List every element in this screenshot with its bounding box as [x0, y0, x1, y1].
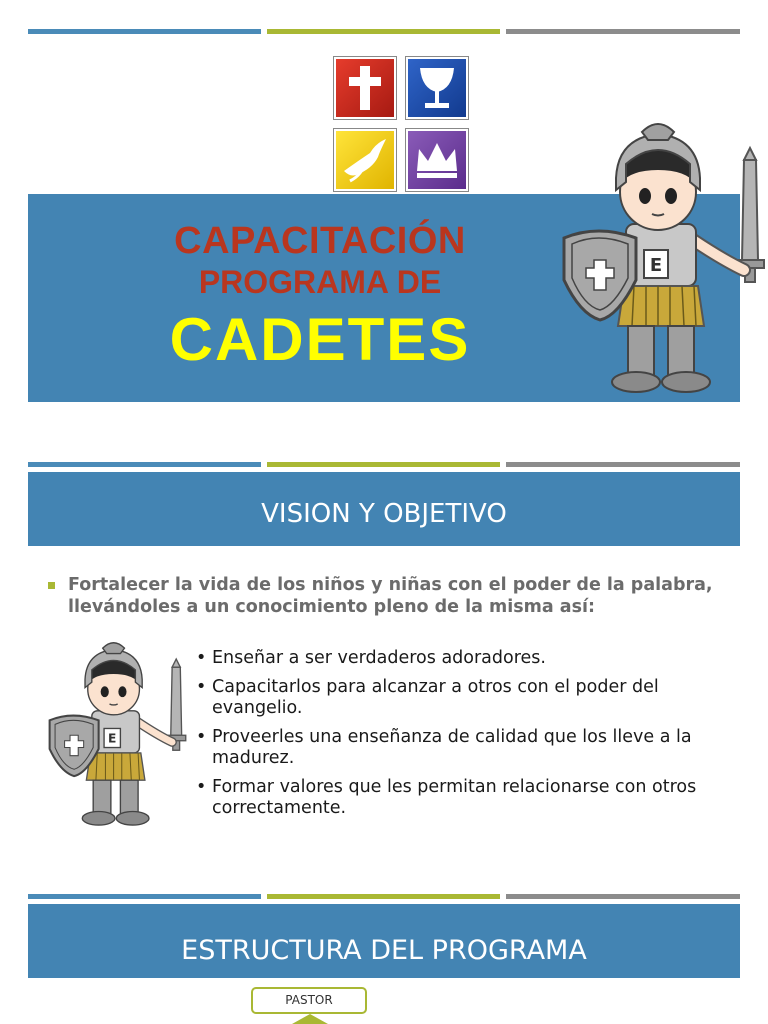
accent-stripe-gray — [506, 894, 740, 899]
section-title-structure: ESTRUCTURA DEL PROGRAMA — [181, 935, 587, 966]
square-bullet-icon — [48, 582, 55, 589]
accent-stripe-blue — [28, 29, 261, 34]
accent-stripe-green — [267, 894, 500, 899]
bullet-dot-icon: • — [196, 677, 207, 697]
list-item-text: Enseñar a ser verdaderos adoradores. — [212, 648, 546, 668]
church-logo — [334, 57, 470, 193]
cadet-soldier-illustration — [44, 640, 190, 836]
list-item-text: Proveerles una enseñanza de calidad que los lleve a la madurez. — [212, 727, 692, 768]
accent-stripe-green — [267, 29, 500, 34]
accent-stripe-blue — [28, 894, 261, 899]
bullet-dot-icon: • — [196, 648, 207, 668]
title-block — [110, 218, 530, 380]
accent-stripe-gray — [506, 29, 740, 34]
objectives-list — [196, 648, 736, 827]
title-line-2: PROGRAMA DE — [198, 264, 442, 300]
accent-stripe-green — [267, 462, 500, 467]
list-item-text: Formar valores que les permitan relacionarse con otros correctamente. — [212, 777, 697, 818]
section-title-vision: VISION Y OBJETIVO — [261, 499, 507, 529]
org-node-pastor: PASTOR — [251, 987, 367, 1014]
list-item — [196, 777, 736, 819]
list-item-text: Capacitarlos para alcanzar a otros con el poder del evangelio. — [212, 677, 659, 718]
lead-text: Fortalecer la vida de los niños y niñas con el poder de la palabra, llevándoles a un conocimiento pleno de la misma así: — [68, 575, 713, 617]
crown-icon — [406, 129, 468, 191]
title-line-3: CADETES — [169, 306, 471, 373]
bullet-dot-icon: • — [196, 777, 207, 797]
svg-text:E: E — [108, 731, 117, 746]
lead-paragraph — [48, 574, 748, 618]
bullet-dot-icon: • — [196, 727, 207, 747]
svg-text:E: E — [649, 255, 663, 276]
accent-stripe-gray — [506, 462, 740, 467]
list-item — [196, 648, 736, 669]
cadet-soldier-illustration — [558, 120, 768, 408]
chalice-icon — [406, 57, 468, 119]
arrow-up-icon — [292, 1014, 328, 1024]
list-item — [196, 677, 736, 719]
dove-icon — [334, 129, 396, 191]
title-line-1: CAPACITACIÓN — [174, 220, 466, 262]
cross-icon — [334, 57, 396, 119]
list-item — [196, 727, 736, 769]
accent-stripe-blue — [28, 462, 261, 467]
